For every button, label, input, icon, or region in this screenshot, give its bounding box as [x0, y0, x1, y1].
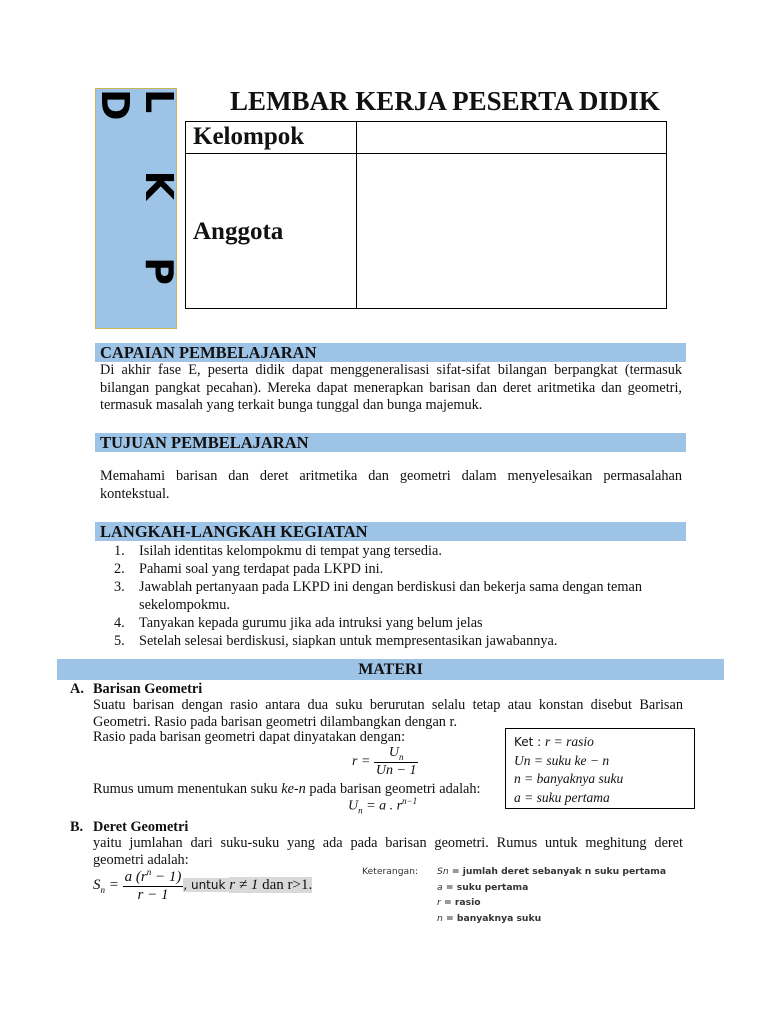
kelompok-field[interactable] [357, 122, 666, 153]
section-b-label: B. [70, 819, 84, 835]
list-item: 1. Isilah identitas kelompokmu di tempat yang tersedia. [114, 543, 442, 559]
identity-table [185, 121, 667, 309]
tujuan-text: Memahami barisan dan deret aritmetika dan geometri dalam menyelesaikan permasalahan kontekstual. [100, 468, 682, 502]
ket-box: Ket : r = rasio Un = suku ke − n n = banyaknya suku a = suku pertama [505, 728, 695, 809]
tujuan-heading: TUJUAN PEMBELAJARAN [95, 433, 686, 452]
keterangan-list: Sn = jumlah deret sebanyak n suku pertama a = suku pertama r = rasio n = banyaknya suku [437, 866, 667, 924]
section-a-title: Barisan Geometri [93, 681, 203, 697]
langkah-list [114, 542, 684, 650]
list-item: 4. Tanyakan kepada gurumu jika ada intruksi yang belum jelas [114, 615, 483, 631]
section-b-title: Deret Geometri [93, 819, 189, 835]
capaian-heading: CAPAIAN PEMBELAJARAN [95, 343, 686, 362]
list-item: 3. Jawablah pertanyaan pada LKPD ini dengan berdiskusi dan bekerja sama dengan teman sekelompokmu. [114, 579, 642, 613]
kelompok-label: Kelompok [193, 123, 305, 150]
lkpd-side-banner [93, 88, 181, 329]
section-a-text: Suatu barisan dengan rasio antara dua suku berurutan selalu tetap atau konstan disebut Barisan Geometri. Rasio pada barisan geometri dilambangkan dengan r. [93, 697, 683, 730]
section-a-label: A. [70, 681, 84, 697]
section-a-rasio-text: Rasio pada barisan geometri dapat dinyatakan dengan: [93, 729, 406, 745]
langkah-heading: LANGKAH-LANGKAH KEGIATAN [95, 522, 686, 541]
page-title: LEMBAR KERJA PESERTA DIDIK [230, 86, 660, 116]
deret-formula: $S_n$ = $\frac{a (r^n - 1)}{r - 1}$ , untuk r ≠ 1 dan r>1. [93, 867, 313, 903]
capaian-text: Di akhir fase E, peserta didik dapat menggeneralisasi sifat-sifat bilangan berpangkat (termasuk bilangan pangkat pecahan). Mereka dapat menerapkan barisan dan deret aritmetika dan geometri, termasuk masalah yang terkait bunga tunggal dan bunga majemuk. [100, 362, 682, 413]
materi-heading: MATERI [57, 659, 724, 680]
suku-formula: $U_n = a$ . $r^{n-1}$ [348, 796, 418, 816]
anggota-field[interactable] [357, 154, 666, 308]
section-b-text: yaitu jumlahan dari suku-suku yang ada pada barisan geometri. Rumus untuk meghitung deret geometri adalah: [93, 835, 683, 868]
keterangan-label: Keterangan: [362, 866, 419, 877]
anggota-label: Anggota [193, 218, 284, 245]
section-a-rumus-text: Rumus umum menentukan suku ke-n pada barisan geometri adalah: [93, 781, 481, 797]
list-item: 5. Setelah selesai berdiskusi, siapkan untuk mempresentasikan jawabannya. [114, 633, 558, 649]
rasio-formula: r = $\frac{U_n}{Un - 1}$ [352, 745, 417, 778]
lkpd-side-label: L K P D [93, 89, 181, 307]
list-item: 2. Pahami soal yang terdapat pada LKPD ini. [114, 561, 384, 577]
